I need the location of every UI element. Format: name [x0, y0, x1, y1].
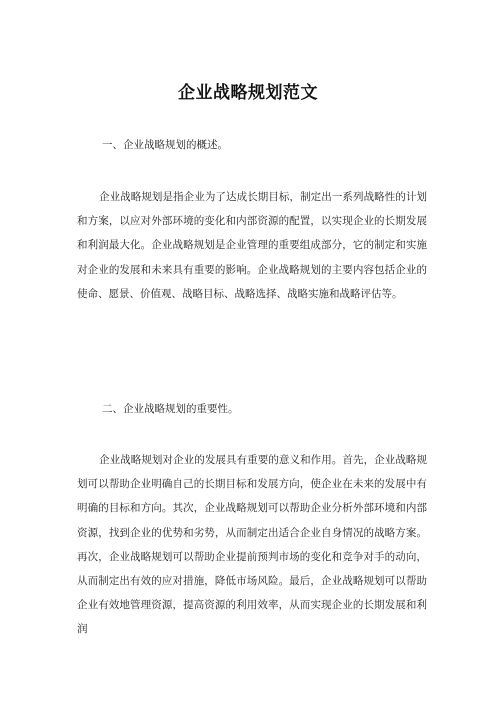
section-heading-overview: 一、企业战略规划的概述。 [102, 139, 228, 151]
section-heading-importance: 二、企业战略规划的重要性。 [102, 403, 239, 415]
document-title: 企业战略规划范文 [178, 83, 318, 103]
section-paragraph-overview: 企业战略规划是指企业为了达成长期目标，制定出一系列战略性的计划和方案，以应对外部环境的变化和内部资源的配置，以实现企业的长期发展和利润最大化。企业战略规划是企业管理的重要组成部分，它的制定和实施对企业的发展和未来具有重要的影响。企业战略规划的主要内容包括企业的使命、愿景、价值观、战略目标、战略选择、战略实施和战略评估等。 [77, 191, 427, 300]
section-paragraph-importance: 企业战略规划对企业的发展具有重要的意义和作用。首先，企业战略规划可以帮助企业明确自己的长期目标和发展方向，使企业在未来的发展中有明确的目标和方向。其次，企业战略规划可以帮助企业分析外部环境和内部资源，找到企业的优势和劣势，从而制定出适合企业自身情况的战略方案。再次，企业战略规划可以帮助企业提前预判市场的变化和竞争对手的动向，从而制定出有效的应对措施，降低市场风险。最后，企业战略规划可以帮助企业有效地管理资源，提高资源的利用效率，从而实现企业的长期发展和利润 [77, 454, 427, 636]
